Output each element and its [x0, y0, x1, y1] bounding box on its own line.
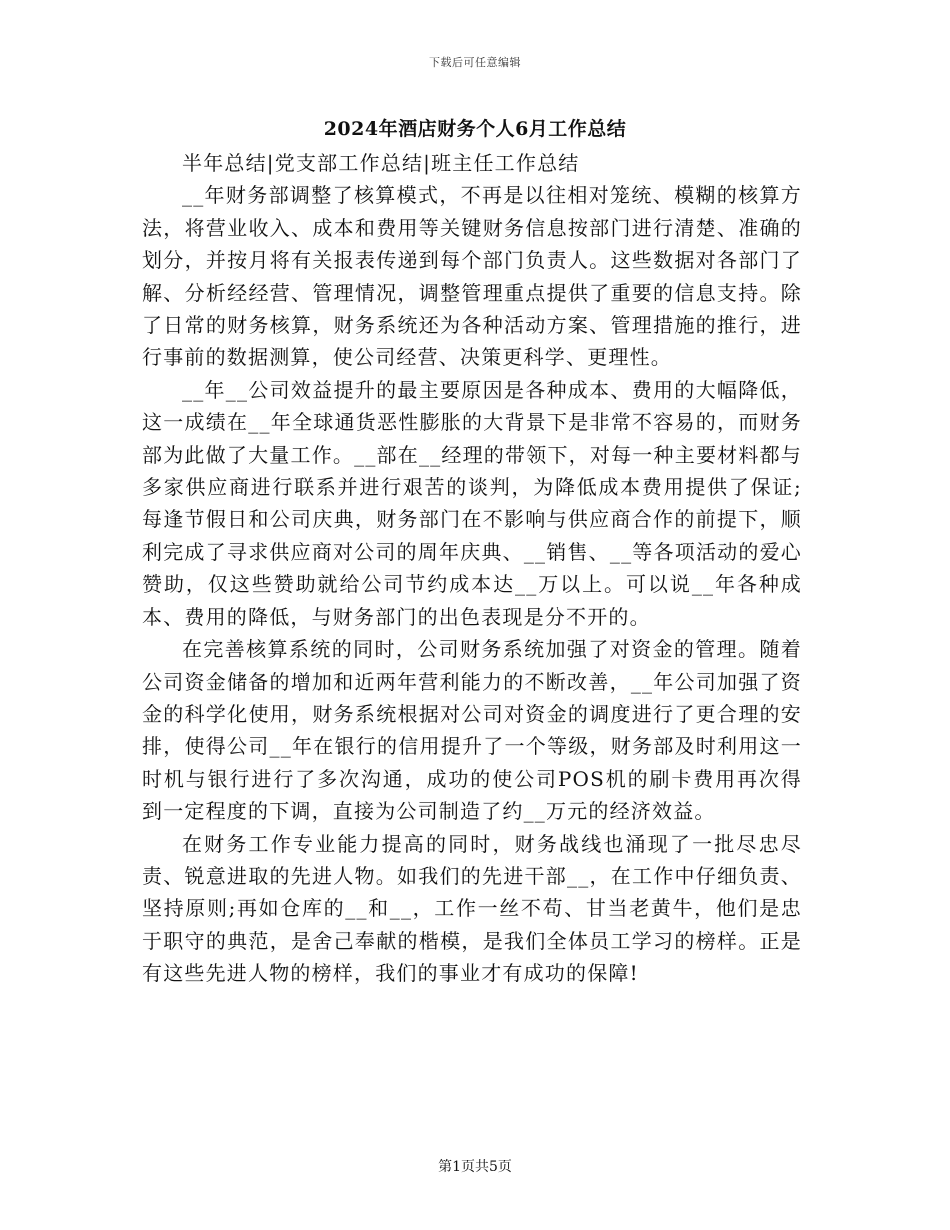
page-header-note: 下载后可任意编辑: [429, 56, 521, 69]
page-indicator: 第1页共5页: [438, 1159, 512, 1175]
paragraph: 在完善核算系统的同时，公司财务系统加强了对资金的管理。随着公司资金储备的增加和近两年营利能力的不断改善，__年公司加强了资金的科学化使用，财务系统根据对公司对资金的调度进行了更合理的安排，使得公司__年在银行的信用提升了一个等级，财务部及时利用这一时机与银行进行了多次沟通，成功的使公司POS机的刷卡费用再次得到一定程度的下调，直接为公司制造了约__万元的经济效益。: [142, 637, 802, 824]
tags-line: 半年总结|党支部工作总结|班主任工作总结: [182, 151, 580, 175]
document-title: 2024年酒店财务个人6月工作总结: [323, 118, 627, 140]
document-body: [142, 147, 802, 990]
paragraph: __年财务部调整了核算模式，不再是以往相对笼统、模糊的核算方法，将营业收入、成本和费用等关键财务信息按部门进行清楚、准确的划分，并按月将有关报表传递到每个部门负责人。这些数据对各部门了解、分析经经营、管理情况，调整管理重点提供了重要的信息支持。除了日常的财务核算，财务系统还为各种活动方案、管理措施的推行，进行事前的数据测算，使公司经营、决策更科学、更理性。: [142, 183, 802, 370]
paragraph: __年__公司效益提升的最主要原因是各种成本、费用的大幅降低，这一成绩在__年全球通货恶性膨胀的大背景下是非常不容易的，而财务部为此做了大量工作。__部在__经理的带领下，对每一种主要材料都与多家供应商进行联系并进行艰苦的谈判，为降低成本费用提供了保证;每逢节假日和公司庆典，财务部门在不影响与供应商合作的前提下，顺利完成了寻求供应商对公司的周年庆典、__销售、__等各项活动的爱心赞助，仅这些赞助就给公司节约成本达__万以上。可以说__年各种成本、费用的降低，与财务部门的出色表现是分不开的。: [142, 377, 802, 629]
paragraph: 在财务工作专业能力提高的同时，财务战线也涌现了一批尽忠尽责、锐意进取的先进人物。如我们的先进干部__，在工作中仔细负责、坚持原则;再如仓库的__和__，工作一丝不苟、甘当老黄牛，他们是忠于职守的典范，是舍己奉献的楷模，是我们全体员工学习的榜样。正是有这些先进人物的榜样，我们的事业才有成功的保障!: [142, 831, 802, 986]
